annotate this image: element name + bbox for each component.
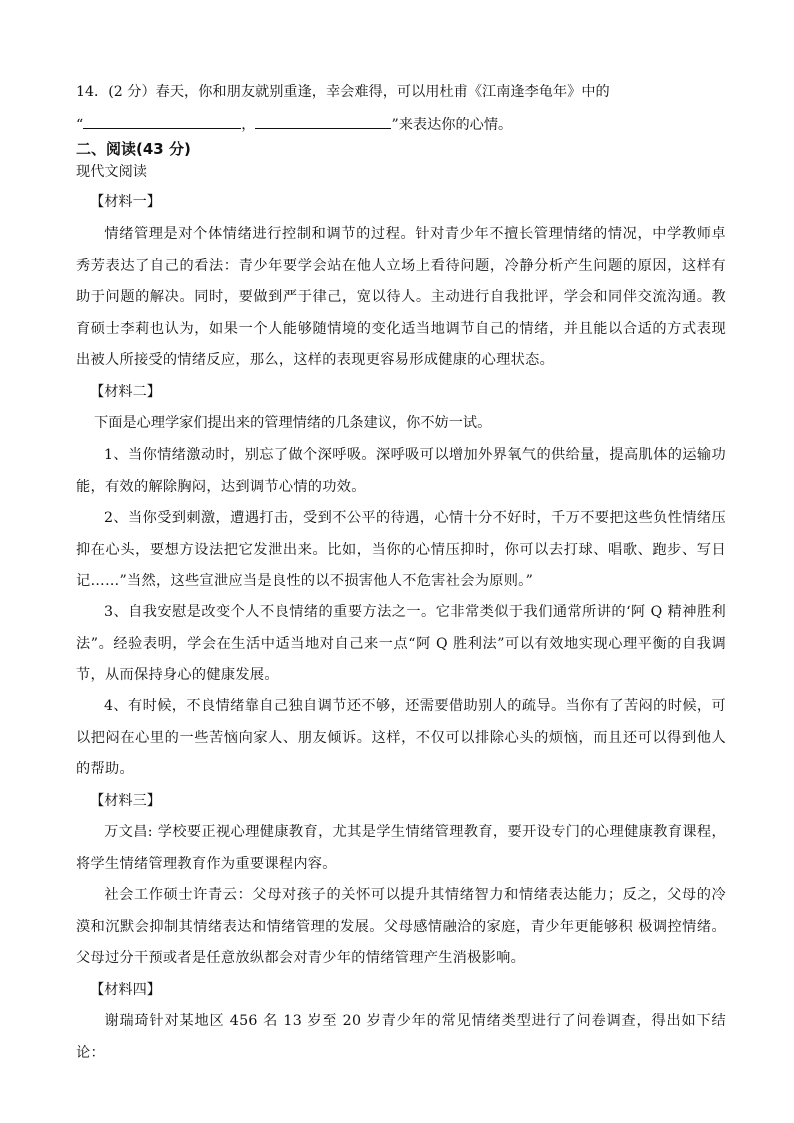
subsection-modern-reading: 现代文阅读 [76, 164, 147, 180]
material-2-item-4-text: 4、有时候，不良情绪靠自己独自调节还不够，还需要借助别人的疏导。当你有了苦闷的时候，可以把闷在心里的一些苦恼向家人、朋友倾诉。这样，不仅可以排除心头的烦恼，而且还可以得到他人的帮助。 [76, 698, 726, 777]
material-3-paragraph-1 [76, 817, 726, 880]
question-14-ending: ”来表达你的心情。 [391, 117, 513, 133]
material-2-item-4 [76, 691, 726, 786]
material-2-title: 【材料二】 [90, 384, 161, 400]
material-3-title: 【材料三】 [90, 793, 161, 809]
question-14-blanks-line [76, 114, 512, 135]
section-heading-reading: 二、阅读(43 分) [76, 140, 191, 158]
material-4-title: 【材料四】 [90, 982, 161, 998]
answer-blank-1[interactable] [83, 114, 241, 129]
material-1-title: 【材料一】 [90, 194, 161, 210]
material-2-item-2 [76, 503, 726, 598]
material-2-item-2-text: 2、当你受到刺激，遭遇打击，受到不公平的待遇，心情十分不好时，千万不要把这些负性情绪压抑在心头，要想方设法把它发泄出来。比如，当你的心情压抑时，你可以去打球、唱歌、跑步、写日记……”当然，这些宣泄应当是良性的以不损害他人不危害社会为原则。” [76, 510, 726, 589]
question-14-text: 14．(2 分）春天，你和朋友就别重逢，幸会难得，可以用杜甫《江南逢李龟年》中的 [76, 84, 610, 100]
material-2-item-3-text: 3、自我安慰是改变个人不良情绪的重要方法之一。它非常类似于我们通常所讲的‘阿 Q 精神胜利法”。经验表明，学会在生活中适当地对自己来一点“阿 Q 胜利法”可以有效地实现心理平衡的自我调节，从而保持身心的健康发展。 [76, 604, 726, 683]
material-2-item-3 [76, 597, 726, 692]
material-1-text: 情绪管理是对个体情绪进行控制和调节的过程。针对青少年不擅长管理情绪的情况，中学教师卓秀芳表达了自己的看法：青少年要学会站在他人立场上看待问题，冷静分析产生问题的原因，这样有助于问题的解决。同时，要做到严于律己，宽以待人。主动进行自我批评，学会和同伴交流沟通。教育硕士李莉也认为，如果一个人能够随情境的变化适当地调节自己的情绪，并且能以合适的方式表现出被人所接受的情绪反应，那么，这样的表现更容易形成健康的心理状态。 [76, 226, 726, 368]
answer-blank-2[interactable] [255, 114, 391, 129]
material-4-text: 谢瑞琦针对某地区 456 名 13 岁至 20 岁青少年的常见情绪类型进行了问卷调查，得出如下结论： [76, 1013, 726, 1061]
material-3-paragraph-2 [76, 880, 726, 975]
material-3-text-2: 社会工作硕士许青云：父母对孩子的关怀可以提升其情绪智力和情绪表达能力；反之，父母的冷漠和沉默会抑制其情绪表达和情绪管理的发展。父母感情融洽的家庭，青少年更能够积 极调控情绪。父母过分干预或者是任意放纵都会对青少年的情绪管理产生消极影响。 [76, 887, 726, 966]
material-3-text-1: 万文昌: 学校要正视心理健康教育，尤其是学生情绪管理教育，要开设专门的心理健康教育课程，将学生情绪管理教育作为重要课程内容。 [76, 824, 726, 872]
open-quote: “ [76, 117, 84, 133]
material-1-paragraph [76, 219, 726, 377]
material-2-item-1 [76, 440, 726, 503]
material-2-item-1-text: 1、当你情绪激动时，别忘了做个深呼吸。深呼吸可以增加外界氧气的供给量，提高肌体的运输功能，有效的解除胸闷，达到调节心情的功效。 [76, 447, 726, 495]
material-2-intro: 下面是心理学家们提出来的管理情绪的几条建议，你不妨一试。 [94, 415, 492, 431]
blank-comma: ， [241, 117, 256, 133]
question-14-line [76, 82, 610, 102]
material-4-paragraph [76, 1006, 726, 1069]
